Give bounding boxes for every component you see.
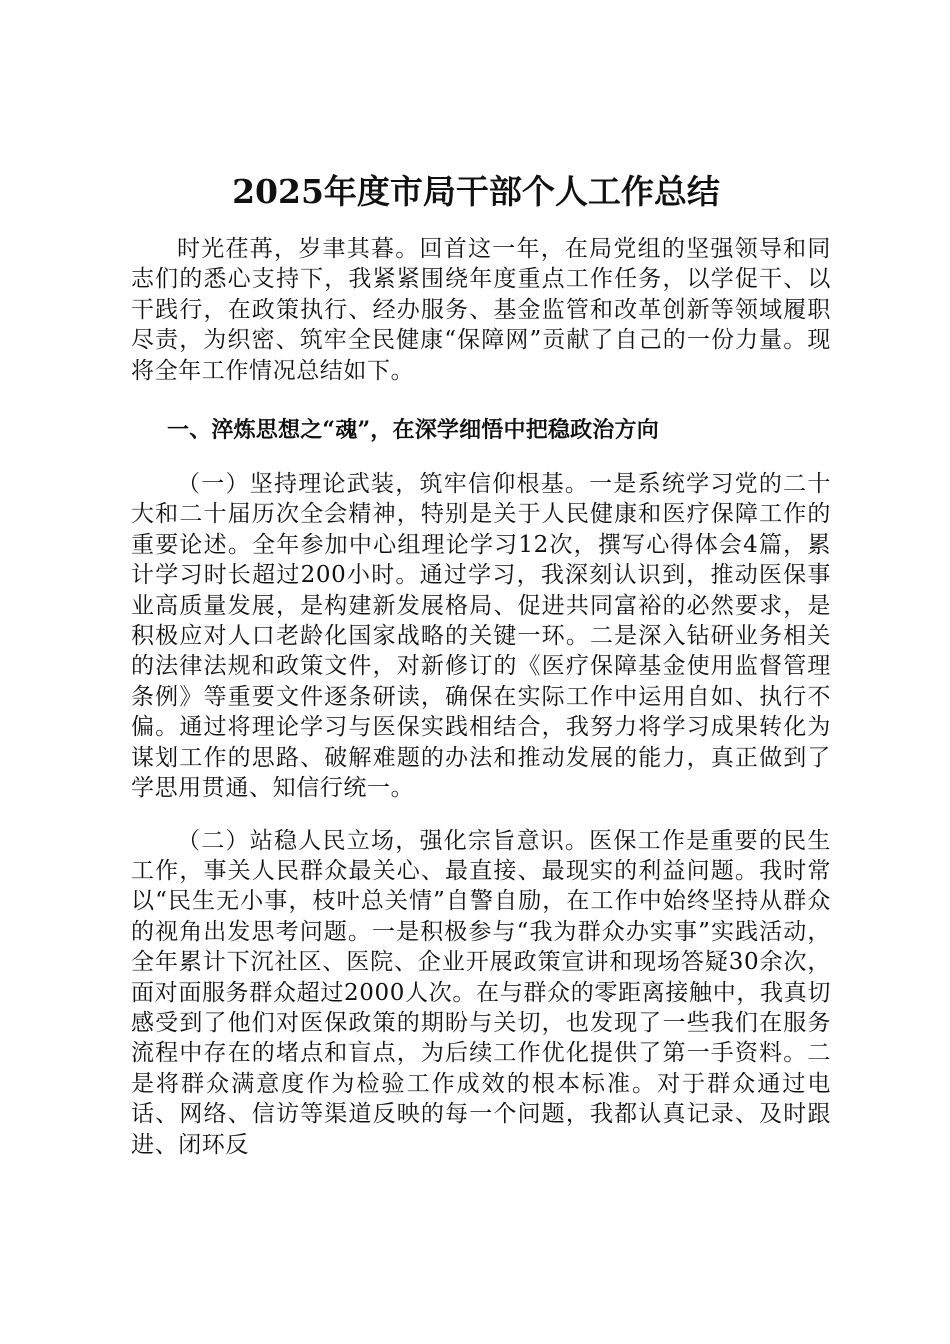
body-paragraph: （一）坚持理论武装，筑牢信仰根基。一是系统学习党的二十大和二十届历次全会精神，特别是关于人民健康和医疗保障工作的重要论述。全年参加中心组理论学习12次，撰写心得体会4篇，累计学习时长超过200小时。通过学习，我深刻认识到，推动医保事业高质量发展，是构建新发展格局、促进共同富裕的必然要求，是积极应对人口老龄化国家战略的关键一环。二是深入钻研业务相关的法律法规和政策文件，对新修订的《医疗保障基金使用监督管理条例》等重要文件逐条研读，确保在实际工作中运用自如、执行不偏。通过将理论学习与医保实践相结合，我努力将学习成果转化为谋划工作的思路、破解难题的办法和推动发展的能力，真正做到了学思用贯通、知信行统一。 [131, 471, 831, 802]
body-paragraph: （二）站稳人民立场，强化宗旨意识。医保工作是重要的民生工作，事关人民群众最关心、最直接、最现实的利益问题。我时常以“民生无小事，枝叶总关情”自警自励，在工作中始终坚持从群众的视角出发思考问题。一是积极参与“我为群众办实事”实践活动，全年累计下沉社区、医院、企业开展政策宣讲和现场答疑30余次，面对面服务群众超过2000人次。在与群众的零距离接触中，我真切感受到了他们对医保政策的期盼与关切，也发现了一些我们在服务流程中存在的堵点和盲点，为后续工作优化提供了第一手资料。二是将群众满意度作为检验工作成效的根本标准。对于群众通过电话、网络、信访等渠道反映的每一个问题，我都认真记录、及时跟进、闭环反 [131, 827, 831, 1158]
document-title: 2025年度市局干部个人工作总结 [232, 172, 720, 211]
section-heading: 一、淬炼思想之“魂”，在深学细悟中把稳政治方向 [167, 417, 659, 444]
document-page [131, 168, 831, 1160]
intro-paragraph: 时光荏苒，岁聿其暮。回首这一年，在局党组的坚强领导和同志们的悉心支持下，我紧紧围绕年度重点工作任务，以学促干、以干践行，在政策执行、经办服务、基金监管和改革创新等领域履职尽责，为织密、筑牢全民健康“保障网”贡献了自己的一份力量。现将全年工作情况总结如下。 [131, 236, 831, 384]
